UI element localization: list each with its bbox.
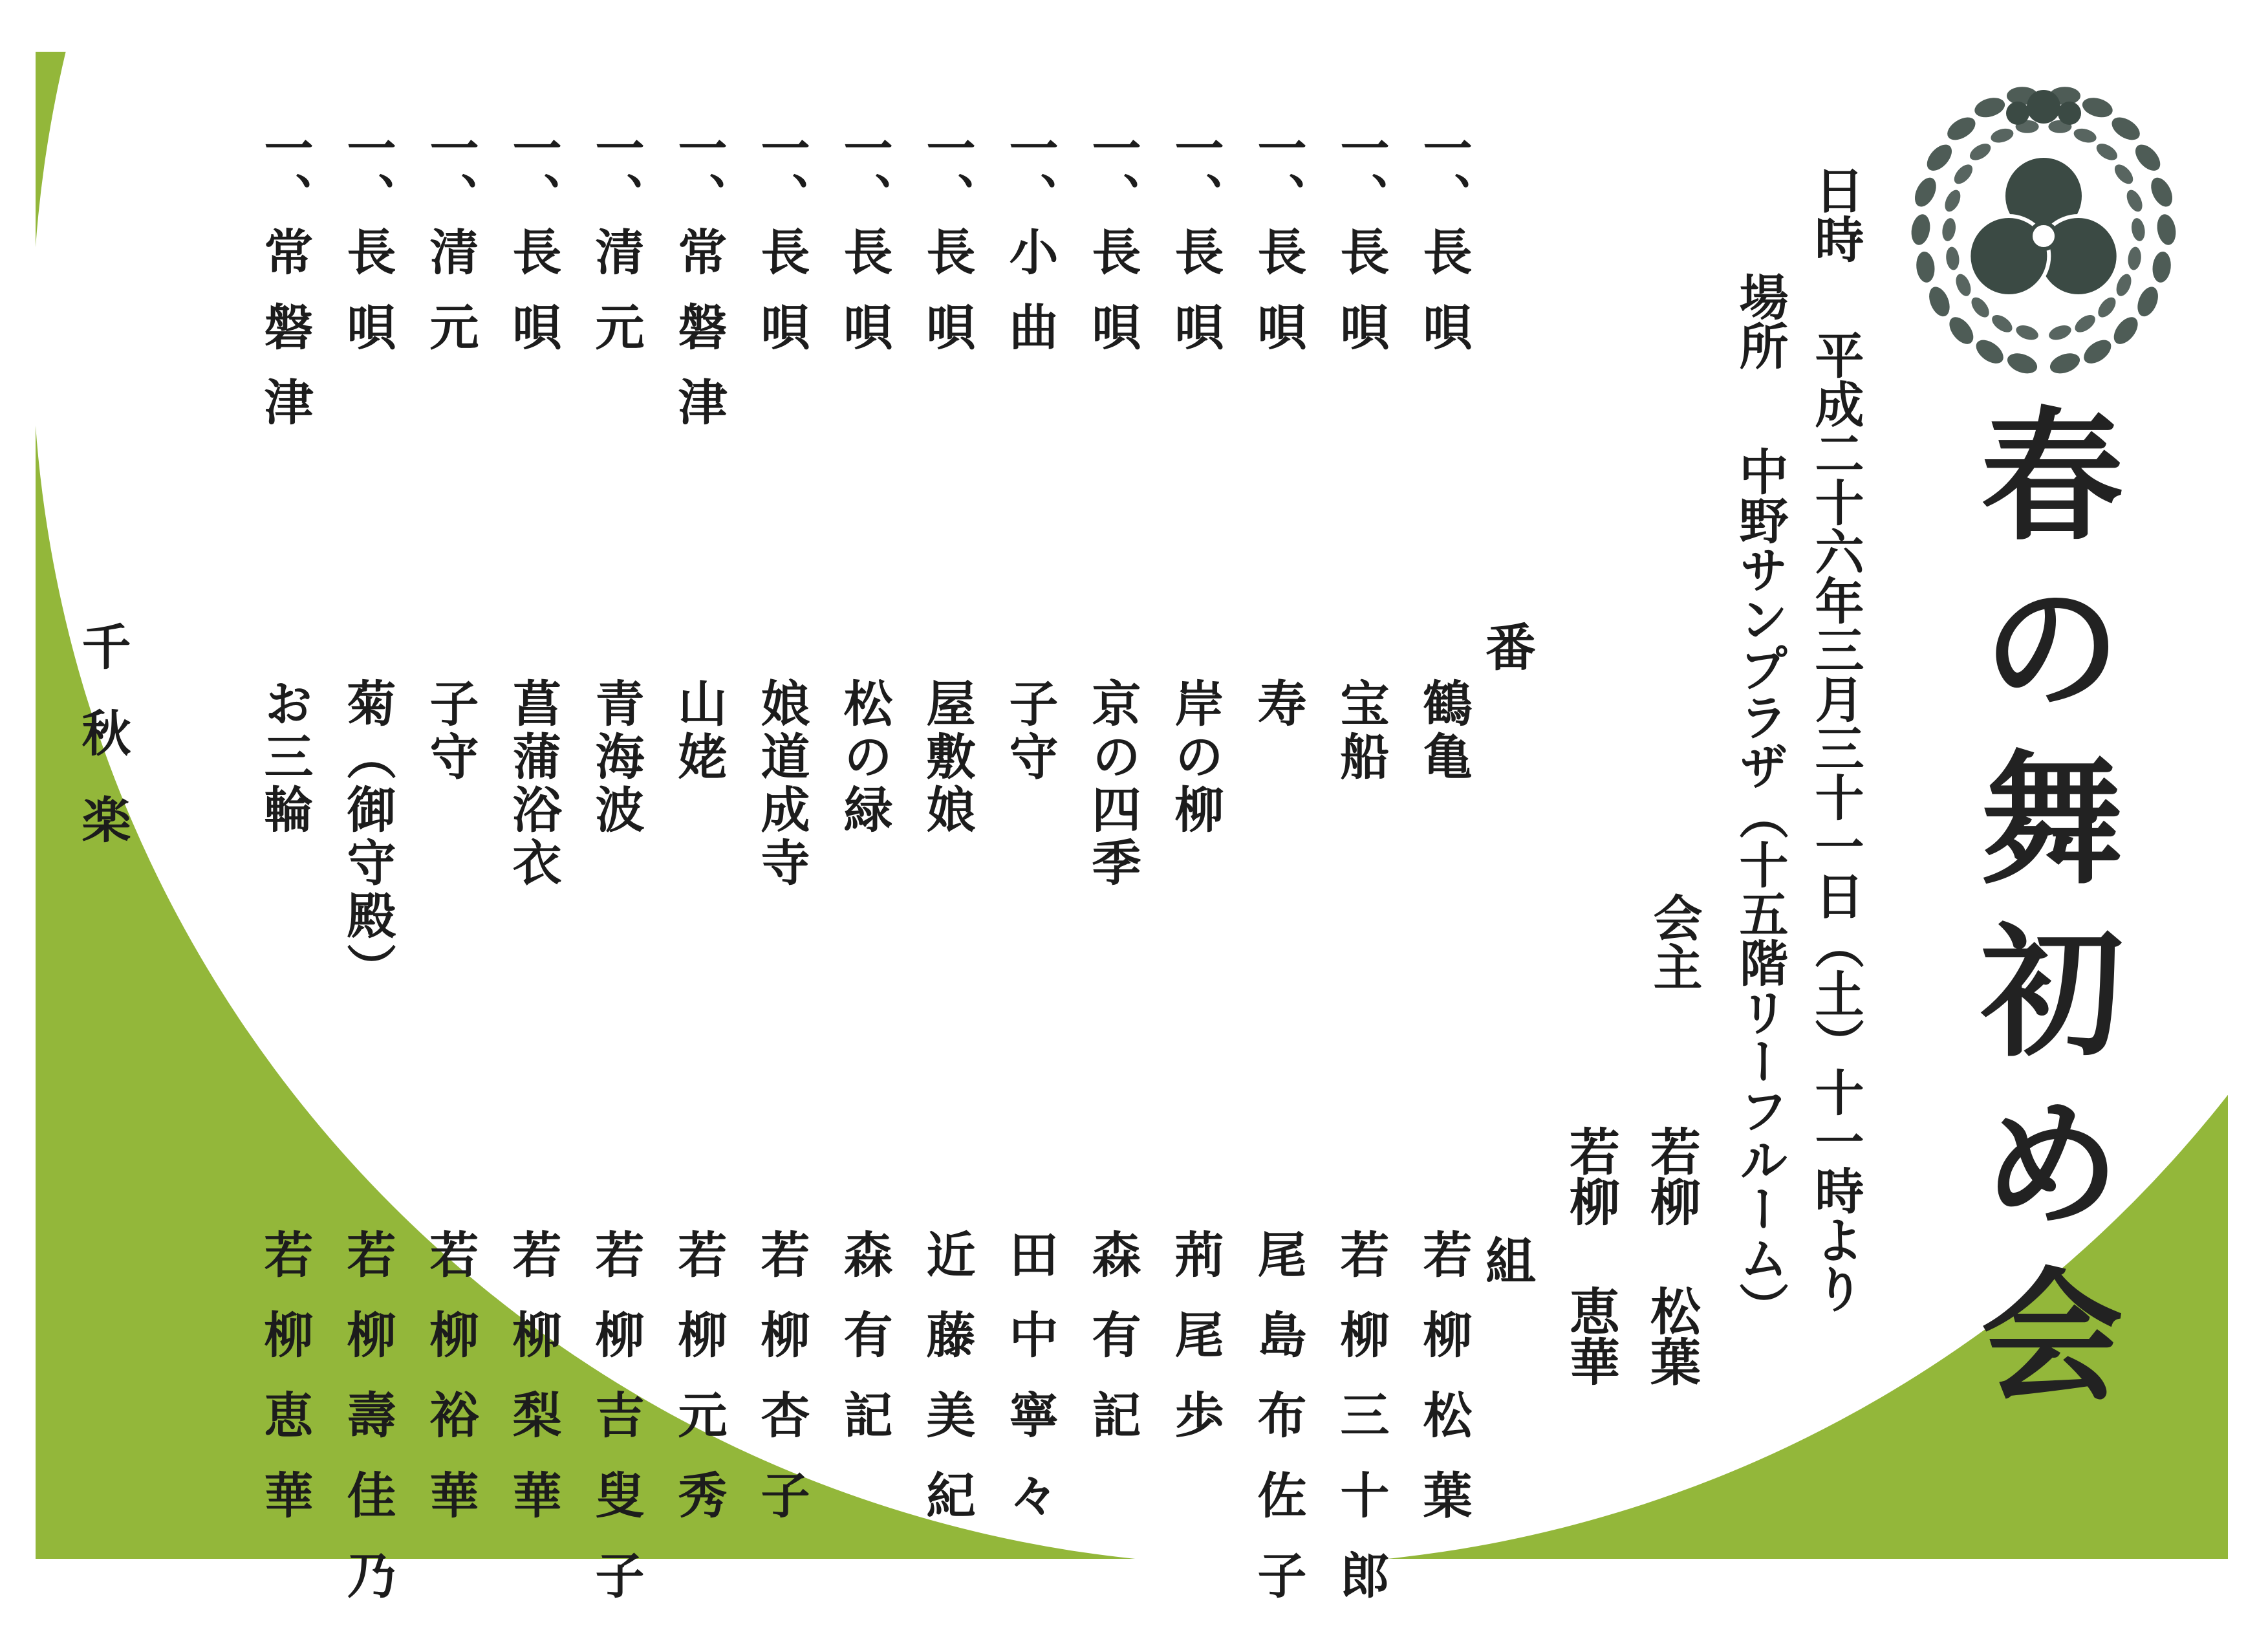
program-entry xyxy=(1059,123,1141,1546)
entry-performer: 荊尾歩 xyxy=(1167,1229,1224,1470)
entry-mark: 一、 xyxy=(1332,123,1390,221)
entry-mark: 一、 xyxy=(670,123,728,221)
entry-mark: 一、 xyxy=(1084,123,1141,221)
host-name-2: 若柳 恵華 xyxy=(1561,1125,1620,1386)
entry-genre: 長唄 xyxy=(918,226,976,376)
entry-piece: 宝船 xyxy=(1332,678,1390,784)
entry-performer: 森有記 xyxy=(1084,1229,1141,1470)
program-entry xyxy=(1142,123,1224,1546)
entry-mark: 一、 xyxy=(918,123,976,221)
entry-piece: 京の四季 xyxy=(1084,678,1141,890)
program-entry xyxy=(977,123,1059,1550)
entry-genre: 長唄 xyxy=(1415,226,1473,376)
entry-piece: お三輪 xyxy=(256,678,314,837)
program-entry xyxy=(1308,123,1390,1630)
program-entry xyxy=(728,123,810,1550)
entry-genre: 長唄 xyxy=(1332,226,1390,376)
entry-performer: 若柳三十郎 xyxy=(1332,1229,1390,1630)
entry-mark: 一、 xyxy=(339,123,396,221)
entry-genre: 長唄 xyxy=(836,226,893,376)
entry-mark: 一、 xyxy=(587,123,645,221)
entry-piece: 子守 xyxy=(422,678,479,784)
program-entry xyxy=(1390,123,1473,1550)
entry-piece: 子守 xyxy=(1001,678,1059,784)
entry-genre: 長唄 xyxy=(753,226,810,376)
event-title: 春の舞初め会 xyxy=(1957,401,2124,1433)
entry-mark: 一、 xyxy=(256,123,314,221)
entry-mark: 一、 xyxy=(753,123,810,221)
host-role-label: 会主 xyxy=(1645,893,1703,991)
entry-genre: 長唄 xyxy=(504,226,562,376)
entry-piece: 屋敷娘 xyxy=(918,678,976,837)
entry-genre: 小曲 xyxy=(1001,226,1059,376)
entry-mark: 一、 xyxy=(504,123,562,221)
venue-value: 中野サンプラザ（十五階リーフルーム） xyxy=(1731,446,1789,1331)
entry-performer: 尾島布佐子 xyxy=(1249,1229,1307,1630)
program-entry xyxy=(1225,123,1307,1630)
entry-performer: 若柳裕華 xyxy=(422,1229,479,1550)
entry-genre: 長唄 xyxy=(1084,226,1141,376)
entry-performer: 若柳壽佳乃 xyxy=(339,1229,396,1630)
entry-performer: 若柳元秀 xyxy=(670,1229,728,1550)
program-entry xyxy=(314,123,396,1630)
program-entry xyxy=(645,123,728,1550)
entry-mark: 一、 xyxy=(1001,123,1059,221)
date-value: 平成二十六年三月三十一日（土）十一時より xyxy=(1807,330,1864,1313)
entry-piece: 山姥 xyxy=(670,678,728,784)
entry-genre: 常磐津 xyxy=(670,226,728,451)
entry-piece: 松の緑 xyxy=(836,678,893,837)
entry-performer: 若柳杏子 xyxy=(753,1229,810,1550)
entry-piece: 菊（御守殿） xyxy=(339,678,396,996)
entry-piece: 菖蒲浴衣 xyxy=(504,678,562,890)
entry-performer: 若柳松葉 xyxy=(1415,1229,1473,1550)
entry-genre: 長唄 xyxy=(1249,226,1307,376)
venue-label: 場所 xyxy=(1731,272,1789,370)
program-entry xyxy=(232,123,314,1550)
entry-genre: 長唄 xyxy=(1167,226,1224,376)
program-entry xyxy=(397,123,479,1550)
program-heading: 番 組 xyxy=(1477,621,1536,1538)
entry-mark: 一、 xyxy=(422,123,479,221)
entry-performer: 近藤美紀 xyxy=(918,1229,976,1550)
entry-performer: 若柳恵華 xyxy=(256,1229,314,1550)
entry-performer: 若柳梨華 xyxy=(504,1229,562,1550)
entry-genre: 長唄 xyxy=(339,226,396,376)
entry-performer: 若柳吉叟子 xyxy=(587,1229,645,1630)
entry-piece: 青海波 xyxy=(587,678,645,837)
host-name-1: 若柳 松葉 xyxy=(1642,1125,1701,1386)
closing-piece: 千秋楽 xyxy=(74,621,131,881)
date-label: 日時 xyxy=(1807,165,1864,263)
entry-mark: 一、 xyxy=(1249,123,1307,221)
entry-piece: 娘道成寺 xyxy=(753,678,810,890)
entry-piece: 岸の柳 xyxy=(1167,678,1224,837)
entry-piece: 寿 xyxy=(1249,678,1307,731)
entry-mark: 一、 xyxy=(1167,123,1224,221)
program-entry xyxy=(894,123,976,1550)
entry-performer: 森有記 xyxy=(836,1229,893,1470)
entry-mark: 一、 xyxy=(1415,123,1473,221)
entry-genre: 清元 xyxy=(587,226,645,376)
entry-genre: 清元 xyxy=(422,226,479,376)
entry-mark: 一、 xyxy=(836,123,893,221)
program-entry xyxy=(563,123,645,1630)
program-entry xyxy=(480,123,562,1550)
entry-performer: 田中寧々 xyxy=(1001,1229,1059,1550)
family-crest-icon xyxy=(1888,68,2199,391)
entry-genre: 常磐津 xyxy=(256,226,314,451)
program-entry xyxy=(811,123,893,1546)
entry-piece: 鶴亀 xyxy=(1415,678,1473,784)
